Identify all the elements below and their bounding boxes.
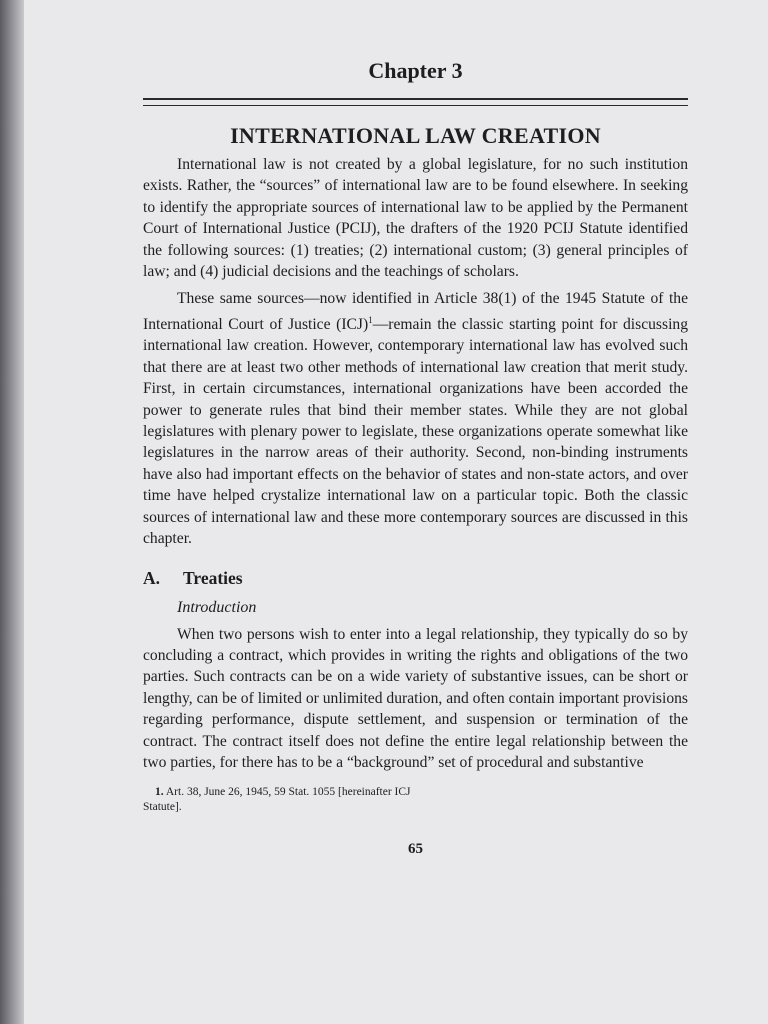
subsection-heading: Introduction [177,598,257,616]
chapter-title: INTERNATIONAL LAW CREATION [230,123,601,148]
paragraph-2 [143,288,688,549]
book-spine-shadow [0,0,24,1024]
paragraph-3: When two persons wish to enter into a legal relationship, they typically do so by concluding a contract, which provides in writing the rights and obligations of the two parties. Such contracts can be on a wide variety of substantive issues, can be short or lengthy, can be of limited or unlimited duration, and often contain important provisions regarding performance, dispute settlement, and suspension or termination of the contract. The contract itself does not define the entire legal relationship between the two parties, for there has to be a “background” set of procedural and substantive [143,625,688,771]
footnote-text: Art. 38, June 26, 1945, 59 Stat. 1055 [hereinafter ICJ Statute]. [143,786,411,814]
footnote-reference: 1 [368,314,373,325]
footnote-number: 1. [155,786,164,799]
paragraph-2-part-a: These same sources—now identified in Article 38(1) of the 1945 Statute of the International Court of Justice (ICJ) [143,290,688,334]
chapter-rule [143,98,688,106]
paragraph-2-part-b: —remain the classic starting point for discussing international law creation. However, contemporary international law has evolved such that there are at least two other methods of international law creation that merit study. First, in certain circumstances, international organizations have been accorded the power to generate rules that bind their member states. While they are not global legislatures with plenary power to legislate, these organizations operate somewhat like legislatures in the narrow areas of their authority. Second, non-binding instruments have also had important effects on the behavior of states and non-state actors, and over time have helped crystalize international law on a particular topic. Both the classic sources of international law and these more contemporary sources are discussed in this chapter. [143,316,688,548]
section-heading [143,566,688,590]
book-page [143,52,688,858]
paragraph-1: International law is not created by a global legislature, for no such institution exists. Rather, the “sources” of international law are to be found elsewhere. In seeking to identify the appropriate sources of international law to be applied by the Permanent Court of International Justice (PCIJ), the drafters of the 1920 PCIJ Statute identified the following sources: (1) treaties; (2) international custom; (3) general principles of law; and (4) judicial decisions and the teachings of scholars. [143,156,688,281]
page-number: 65 [408,841,423,858]
chapter-label: Chapter 3 [368,58,463,83]
section-title: Treaties [183,567,243,588]
footnote [143,785,423,815]
section-letter: A. [143,567,161,588]
